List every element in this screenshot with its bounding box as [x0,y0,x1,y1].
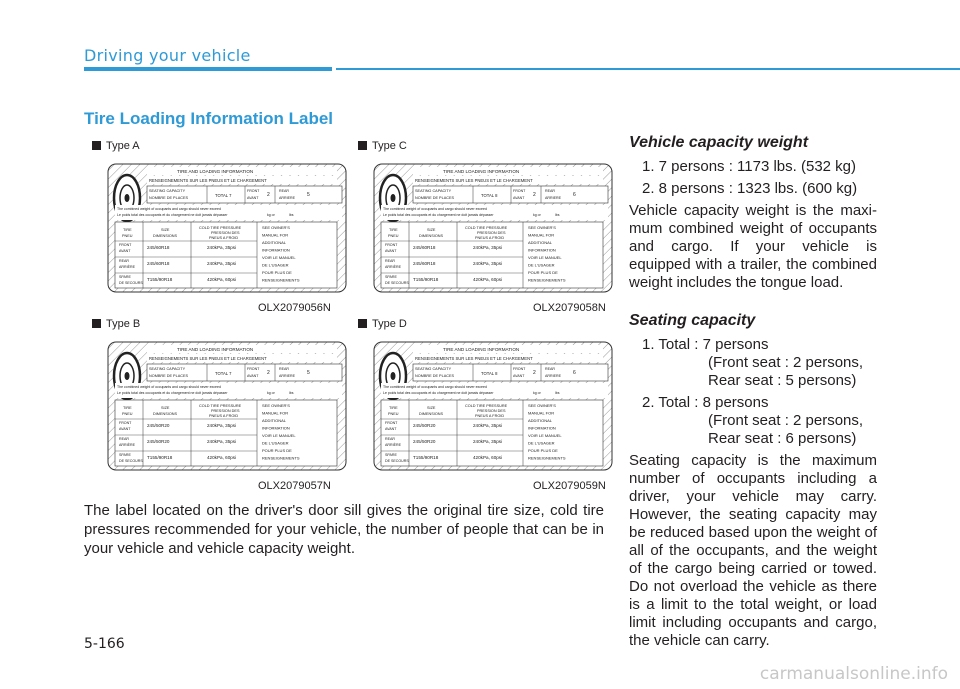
svg-text:MANUAL FOR: MANUAL FOR [262,410,289,416]
svg-text:SIZE: SIZE [161,228,170,232]
svg-text:VOIR LE MANUEL: VOIR LE MANUEL [262,433,296,438]
svg-text:ADDITIONAL: ADDITIONAL [528,240,553,245]
tire-size: T155/90R18 [147,277,173,282]
label-title: TIRE AND LOADING INFORMATION [443,347,520,352]
header-rule-accent [84,67,332,71]
tire-pressure: 240kPa, 35psi [473,439,503,444]
page-heading: Tire Loading Information Label [84,109,334,128]
svg-text:SPARE: SPARE [385,453,397,457]
type-b-label: Type B [92,318,140,330]
vehicle-capacity-item: 1. 7 persons : 1173 lbs. (532 kg) [642,158,857,175]
svg-text:SEATING CAPACITY: SEATING CAPACITY [149,367,186,371]
tire-label-svg [107,341,347,471]
svg-text:SEATING CAPACITY: SEATING CAPACITY [415,367,452,371]
svg-text:INFORMATION: INFORMATION [528,247,556,253]
svg-text:POUR PLUS DE: POUR PLUS DE [262,448,292,453]
svg-text:2: 2 [267,192,270,198]
svg-text:Le poids total des occupants e: Le poids total des occupants et du chargement ne doit jamais dépasser [383,391,494,395]
tire-size: 245/50R20 [147,423,170,428]
svg-text:AVANT: AVANT [513,374,525,378]
svg-text:AVANT: AVANT [119,427,131,431]
svg-text:lbs: lbs [555,391,560,395]
vehicle-capacity-paragraph: Vehicle capacity weight is the maxi-mum combined weight of occupants and cargo. If your vehicle is equipped with a trailer, the combined weight includes the tongue load. [629,202,877,291]
tire-pressure: 240kPa, 35psi [207,245,237,250]
type-a-label: Type A [92,140,140,152]
section-title: Driving your vehicle [84,46,251,65]
tire-size: 245/60R18 [147,245,170,250]
tire-size: 245/60R18 [413,261,436,266]
tire-pressure: 240kPa, 35psi [207,261,237,266]
tire-label-svg [373,163,613,293]
svg-text:6: 6 [573,370,576,376]
svg-text:Le poids total des occupants e: Le poids total des occupants et du chargement ne doit jamais dépasser [117,391,228,395]
svg-text:VOIR LE MANUEL: VOIR LE MANUEL [528,255,562,260]
svg-text:2: 2 [267,370,270,376]
svg-text:AVANT: AVANT [513,196,525,200]
svg-text:FRONT: FRONT [513,189,526,193]
svg-text:SIZE: SIZE [427,228,436,232]
svg-text:RENSEIGNEMENTS: RENSEIGNEMENTS [262,277,300,283]
svg-text:COLD TIRE PRESSURE: COLD TIRE PRESSURE [465,404,508,408]
tire-pressure: 240kPa, 35psi [207,423,237,428]
vehicle-capacity-item: 2. 8 persons : 1323 lbs. (600 kg) [642,180,858,197]
svg-text:SPARE: SPARE [119,275,131,279]
svg-text:RENSEIGNEMENTS: RENSEIGNEMENTS [528,277,566,283]
svg-text:ARRIÈRE: ARRIÈRE [119,265,135,269]
svg-text:ARRIÈRE: ARRIÈRE [385,443,401,447]
svg-text:POUR PLUS DE: POUR PLUS DE [528,270,558,275]
svg-text:ADDITIONAL: ADDITIONAL [262,418,287,423]
label-title-fr: RENSEIGNEMENTS SUR LES PNEUS ET LE CHARGEMENT [149,356,267,361]
tire-pressure: 420kPa, 60psi [473,455,503,460]
svg-text:POUR PLUS DE: POUR PLUS DE [528,448,558,453]
seating-total: TOTAL 8 [481,371,498,376]
svg-text:DE L'USAGER: DE L'USAGER [262,262,289,268]
svg-text:kg or: kg or [267,213,275,217]
svg-text:DE L'USAGER: DE L'USAGER [262,440,289,446]
svg-text:FRONT: FRONT [385,421,398,425]
svg-text:lbs: lbs [555,213,560,217]
svg-text:REAR: REAR [545,367,555,371]
svg-text:FRONT: FRONT [385,243,398,247]
svg-text:POUR PLUS DE: POUR PLUS DE [262,270,292,275]
svg-text:TIRE: TIRE [123,228,132,232]
svg-text:2: 2 [533,370,536,376]
svg-text:REAR: REAR [545,189,555,193]
svg-text:SIZE: SIZE [161,406,170,410]
svg-text:SPARE: SPARE [385,275,397,279]
label-title-fr: RENSEIGNEMENTS SUR LES PNEUS ET LE CHARGEMENT [149,178,267,183]
tire-pressure: 420kPa, 60psi [207,277,237,282]
svg-text:DE SECOURS: DE SECOURS [385,281,409,285]
svg-text:SEE OWNER'S: SEE OWNER'S [262,225,290,230]
figure-code-a: OLX2079056N [258,302,331,314]
svg-text:FRONT: FRONT [119,421,132,425]
svg-text:DIMENSIONS: DIMENSIONS [153,234,178,238]
watermark: carmanualsonline.info [759,664,948,684]
svg-text:ARRIERE: ARRIERE [545,196,561,200]
tire-label-figure-b [107,341,347,471]
tire-size: T155/90R18 [413,277,439,282]
svg-text:REAR: REAR [385,259,395,263]
svg-text:NOMBRE DE PLACES: NOMBRE DE PLACES [415,196,455,200]
svg-text:lbs: lbs [289,391,294,395]
seating-total: TOTAL 7 [215,371,232,376]
seating-total: TOTAL 8 [481,193,498,198]
svg-text:The combined weight of occupan: The combined weight of occupants and cargo should never exceed [117,385,221,389]
svg-text:MANUAL FOR: MANUAL FOR [528,232,555,238]
svg-text:PNEU: PNEU [388,234,399,238]
svg-text:DE SECOURS: DE SECOURS [119,281,143,285]
svg-text:REAR: REAR [279,189,289,193]
svg-text:SEE OWNER'S: SEE OWNER'S [262,403,290,408]
svg-text:AVANT: AVANT [247,196,259,200]
tire-size: 245/60R18 [147,261,170,266]
svg-text:DIMENSIONS: DIMENSIONS [153,412,178,416]
label-title-fr: RENSEIGNEMENTS SUR LES PNEUS ET LE CHARGEMENT [415,178,533,183]
vehicle-capacity-title: Vehicle capacity weight [629,134,809,151]
svg-text:RENSEIGNEMENTS: RENSEIGNEMENTS [262,455,300,461]
svg-text:PRESSION DES: PRESSION DES [211,231,240,235]
svg-text:SPARE: SPARE [119,453,131,457]
tire-size: 245/50R20 [147,439,170,444]
svg-text:INFORMATION: INFORMATION [528,425,556,431]
svg-text:ARRIERE: ARRIERE [545,374,561,378]
svg-text:SEATING CAPACITY: SEATING CAPACITY [415,189,452,193]
svg-text:AVANT: AVANT [247,374,259,378]
svg-text:2: 2 [533,192,536,198]
svg-text:The combined weight of occupan: The combined weight of occupants and cargo should never exceed [383,385,487,389]
svg-text:6: 6 [573,192,576,198]
svg-text:FRONT: FRONT [119,243,132,247]
tire-size: 245/50R20 [413,439,436,444]
svg-text:PRESSION DES: PRESSION DES [211,409,240,413]
tire-pressure: 420kPa, 60psi [473,277,503,282]
svg-text:PNEUS A FROID: PNEUS A FROID [475,236,505,240]
seating-capacity-title: Seating capacity [629,312,756,329]
svg-text:AVANT: AVANT [385,427,397,431]
svg-text:DIMENSIONS: DIMENSIONS [419,412,444,416]
svg-text:INFORMATION: INFORMATION [262,247,290,253]
tire-size: T155/90R18 [413,455,439,460]
svg-text:TIRE: TIRE [389,228,398,232]
svg-text:VOIR LE MANUEL: VOIR LE MANUEL [528,433,562,438]
svg-text:NOMBRE DE PLACES: NOMBRE DE PLACES [149,374,189,378]
svg-text:COLD TIRE PRESSURE: COLD TIRE PRESSURE [199,226,242,230]
svg-text:ARRIERE: ARRIERE [279,196,295,200]
tire-pressure: 240kPa, 35psi [473,423,503,428]
svg-text:MANUAL FOR: MANUAL FOR [262,232,289,238]
svg-text:PNEU: PNEU [122,234,133,238]
type-c-label: Type C [358,140,407,152]
svg-text:SEE OWNER'S: SEE OWNER'S [528,403,556,408]
svg-text:PNEUS A FROID: PNEUS A FROID [475,414,505,418]
svg-text:The combined weight of occupan: The combined weight of occupants and cargo should never exceed [117,207,221,211]
svg-text:ARRIERE: ARRIERE [279,374,295,378]
tire-pressure: 240kPa, 35psi [207,439,237,444]
svg-text:DE L'USAGER: DE L'USAGER [528,262,555,268]
svg-text:FRONT: FRONT [247,367,260,371]
svg-text:REAR: REAR [119,259,129,263]
svg-text:RENSEIGNEMENTS: RENSEIGNEMENTS [528,455,566,461]
figure-code-c: OLX2079058N [533,302,606,314]
label-title: TIRE AND LOADING INFORMATION [443,169,520,174]
svg-text:PNEU: PNEU [122,412,133,416]
tire-label-svg [107,163,347,293]
svg-text:TIRE: TIRE [389,406,398,410]
right-column [629,134,877,656]
svg-text:SEATING CAPACITY: SEATING CAPACITY [149,189,186,193]
tire-size: T155/90R18 [147,455,173,460]
figure-code-d: OLX2079059N [533,480,606,492]
svg-text:5: 5 [307,370,310,376]
figure-code-b: OLX2079057N [258,480,331,492]
tire-pressure: 240kPa, 35psi [473,245,503,250]
svg-text:PNEU: PNEU [388,412,399,416]
svg-text:INFORMATION: INFORMATION [262,425,290,431]
tire-pressure: 420kPa, 60psi [207,455,237,460]
label-title-fr: RENSEIGNEMENTS SUR LES PNEUS ET LE CHARGEMENT [415,356,533,361]
svg-text:ARRIÈRE: ARRIÈRE [385,265,401,269]
svg-text:DIMENSIONS: DIMENSIONS [419,234,444,238]
svg-text:lbs: lbs [289,213,294,217]
svg-text:kg or: kg or [533,213,541,217]
type-d-label: Type D [358,318,407,330]
svg-text:REAR: REAR [119,437,129,441]
svg-text:PRESSION DES: PRESSION DES [477,409,506,413]
svg-text:VOIR LE MANUEL: VOIR LE MANUEL [262,255,296,260]
tire-size: 245/50R20 [413,423,436,428]
svg-text:PRESSION DES: PRESSION DES [477,231,506,235]
svg-text:ADDITIONAL: ADDITIONAL [262,240,287,245]
seating-capacity-paragraph: Seating capacity is the maximum number of occupants including a driver, your vehicle may carry. However, the seating capacity may be reduced based upon the weight of all of the occupants, and the weight of the cargo being carried or towed. Do not overload the vehicle as there is a limit to the total weight, or load limit including occupants and cargo, the vehicle can carry. [629,452,877,649]
svg-text:SIZE: SIZE [427,406,436,410]
svg-text:The combined weight of occupan: The combined weight of occupants and cargo should never exceed [383,207,487,211]
svg-text:COLD TIRE PRESSURE: COLD TIRE PRESSURE [199,404,242,408]
svg-text:ADDITIONAL: ADDITIONAL [528,418,553,423]
tire-label-figure-a [107,163,347,293]
tire-label-svg [373,341,613,471]
svg-text:DE SECOURS: DE SECOURS [119,459,143,463]
header-rule [336,68,960,70]
svg-text:PNEUS A FROID: PNEUS A FROID [209,236,239,240]
svg-text:FRONT: FRONT [513,367,526,371]
seating-item: 2. Total : 8 persons (Front seat : 2 persons, Rear seat : 6 persons) [642,394,864,447]
page-number: 5-166 [84,636,125,652]
svg-text:kg or: kg or [267,391,275,395]
label-description: The label located on the driver's door sill gives the original tire size, cold tire pressures recommended for your vehicle, the number of people that can be in your vehicle and vehicle capacity weight. [84,502,604,557]
svg-text:TIRE: TIRE [123,406,132,410]
svg-text:FRONT: FRONT [247,189,260,193]
tire-pressure: 240kPa, 35psi [473,261,503,266]
tire-size: 245/60R18 [413,245,436,250]
svg-text:ARRIÈRE: ARRIÈRE [119,443,135,447]
svg-text:NOMBRE DE PLACES: NOMBRE DE PLACES [415,374,455,378]
label-title: TIRE AND LOADING INFORMATION [177,169,254,174]
svg-text:PNEUS A FROID: PNEUS A FROID [209,414,239,418]
svg-text:Le poids total des occupants e: Le poids total des occupants et du chargement ne doit jamais dépasser [383,213,494,217]
svg-text:SEE OWNER'S: SEE OWNER'S [528,225,556,230]
svg-text:COLD TIRE PRESSURE: COLD TIRE PRESSURE [465,226,508,230]
svg-text:Le poids total des occupants e: Le poids total des occupants et du chargement ne doit jamais dépasser [117,213,228,217]
tire-label-figure-d [373,341,613,471]
label-title: TIRE AND LOADING INFORMATION [177,347,254,352]
seating-item: 1. Total : 7 persons (Front seat : 2 persons, Rear seat : 5 persons) [642,336,864,389]
svg-text:REAR: REAR [279,367,289,371]
svg-text:DE L'USAGER: DE L'USAGER [528,440,555,446]
svg-text:AVANT: AVANT [385,249,397,253]
svg-text:5: 5 [307,192,310,198]
svg-text:DE SECOURS: DE SECOURS [385,459,409,463]
svg-text:kg or: kg or [533,391,541,395]
svg-text:MANUAL FOR: MANUAL FOR [528,410,555,416]
svg-text:NOMBRE DE PLACES: NOMBRE DE PLACES [149,196,189,200]
svg-text:AVANT: AVANT [119,249,131,253]
seating-total: TOTAL 7 [215,193,232,198]
tire-label-figure-c [373,163,613,293]
svg-text:REAR: REAR [385,437,395,441]
